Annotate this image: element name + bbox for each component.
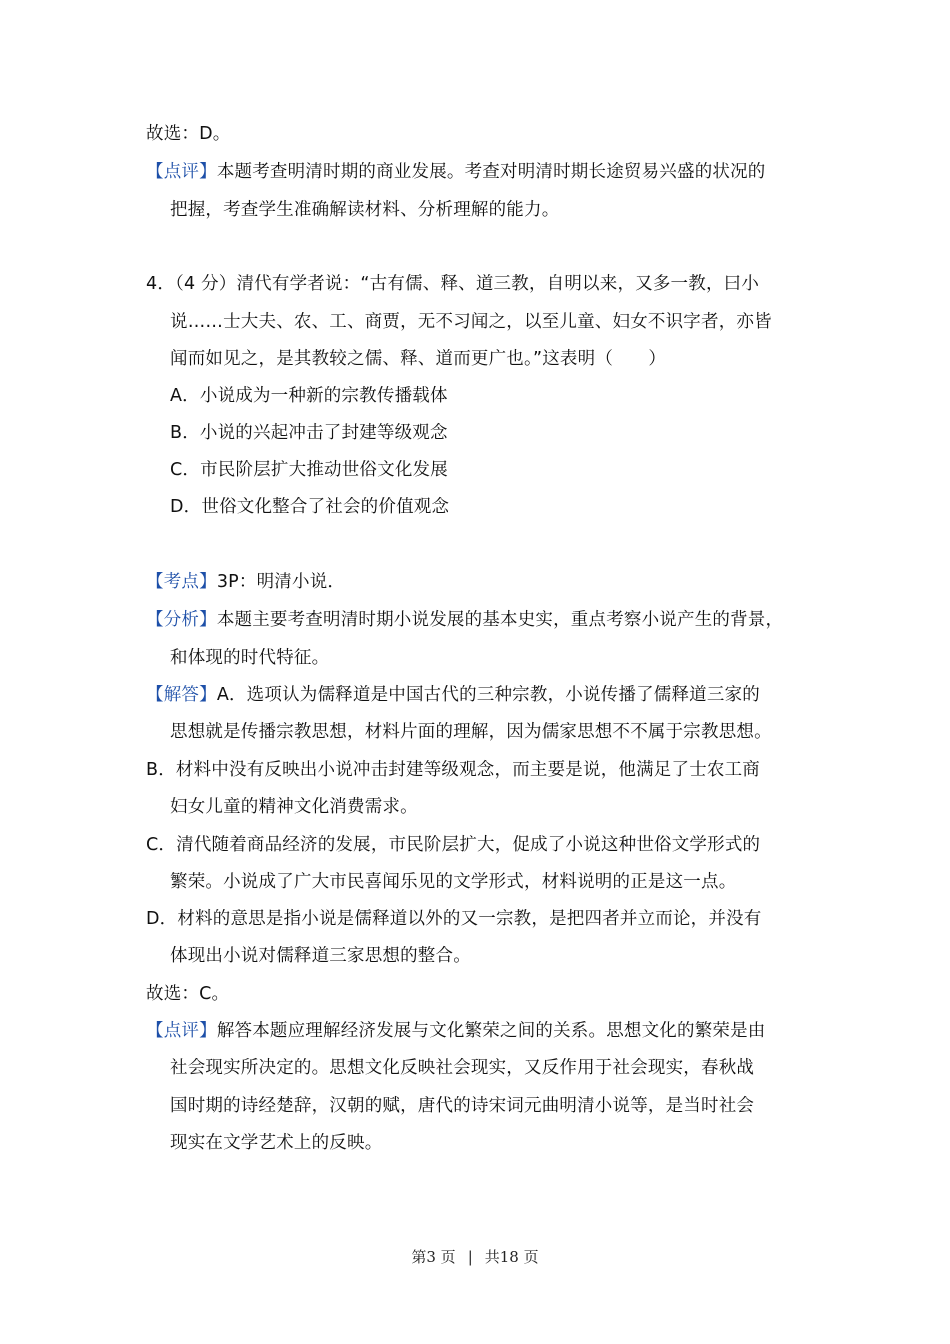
- q4-option-d: D．世俗文化整合了社会的价值观念: [170, 497, 450, 517]
- q4-kaodian: [146, 570, 345, 594]
- q4-option-b: B．小说的兴起冲击了封建等级观念: [170, 423, 448, 443]
- q4-jieda-c-line1: C．清代随着商品经济的发展，市民阶层扩大，促成了小说这种世俗文学形式的: [146, 835, 761, 855]
- q4-jieda-b-line2: 妇女儿童的精神文化消费需求。: [170, 797, 418, 817]
- q4-jieda-d-line1: D．材料的意思是指小说是儒释道以外的又一宗教，是把四者并立而论，并没有: [146, 909, 762, 929]
- q4-fenxi-line2: 和体现的时代特征。: [170, 648, 330, 668]
- q3-comment-line: [146, 160, 766, 184]
- q4-jieda-a-text: A．选项认为儒释道是中国古代的三种宗教，小说传播了儒释道三家的: [216, 685, 760, 705]
- q3-conclusion: 故选：D。: [146, 124, 231, 144]
- q4-fenxi: [146, 608, 783, 632]
- q3-comment-text: 本题考查明清时期的商业发展。考查对明清时期长途贸易兴盛的状况的: [216, 162, 766, 182]
- q4-comment-line4: 现实在文学艺术上的反映。: [170, 1133, 383, 1153]
- q4-comment-line2: 社会现实所决定的。思想文化反映社会现实，又反作用于社会现实，春秋战: [170, 1058, 755, 1078]
- q3-comment-line2: 把握，考查学生准确解读材料、分析理解的能力。: [170, 200, 560, 220]
- q4-fenxi-text: 本题主要考查明清时期小说发展的基本史实，重点考察小说产生的背景，: [216, 610, 784, 630]
- q4-fenxi-tag: 【分析】: [146, 610, 217, 630]
- q4-jieda-c-line2: 繁荣。小说成了广大市民喜闻乐见的文学形式，材料说明的正是这一点。: [170, 872, 737, 892]
- footer-page-number: 第3 页: [411, 1248, 456, 1266]
- page-footer: [0, 1246, 950, 1267]
- q3-comment-tag: 【点评】: [146, 162, 217, 182]
- q4-comment-tag: 【点评】: [146, 1021, 217, 1041]
- q4-comment-text: 解答本题应理解经济发展与文化繁荣之间的关系。思想文化的繁荣是由: [216, 1021, 766, 1041]
- q4-stem-line1: 4．（4 分）清代有学者说：“古有儒、释、道三教，自明以来，又多一教，曰小: [146, 274, 760, 294]
- q4-comment: [146, 1019, 766, 1043]
- q4-jieda-d-line2: 体现出小说对儒释道三家思想的整合。: [170, 946, 471, 966]
- q4-jieda-a-line2: 思想就是传播宗教思想，材料片面的理解，因为儒家思想不不属于宗教思想。: [170, 722, 772, 742]
- q4-kaodian-tag: 【考点】: [146, 572, 217, 592]
- q4-stem-line2: 说……士大夫、农、工、商贾，无不习闻之，以至儿童、妇女不识字者，亦皆: [170, 312, 772, 332]
- q4-option-a: A．小说成为一种新的宗教传播载体: [170, 386, 448, 406]
- q4-option-c: C．市民阶层扩大推动世俗文化发展: [170, 460, 448, 480]
- q4-jieda-a: [146, 683, 760, 707]
- q4-jieda-b-line1: B．材料中没有反映出小说冲击封建等级观念，而主要是说，他满足了士农工商: [146, 760, 761, 780]
- footer-total-pages: 共18 页: [484, 1248, 539, 1266]
- q4-kaodian-text: 3P：明清小说．: [216, 572, 346, 592]
- q4-stem-line3: 闻而如见之，是其教较之儒、释、道而更广也。”这表明（ ）: [170, 349, 667, 369]
- footer-separator: |: [467, 1248, 473, 1266]
- q4-jieda-tag: 【解答】: [146, 685, 217, 705]
- q4-comment-line3: 国时期的诗经楚辞，汉朝的赋，唐代的诗宋词元曲明清小说等，是当时社会: [170, 1096, 755, 1116]
- q4-conclusion: 故选：C。: [146, 984, 230, 1004]
